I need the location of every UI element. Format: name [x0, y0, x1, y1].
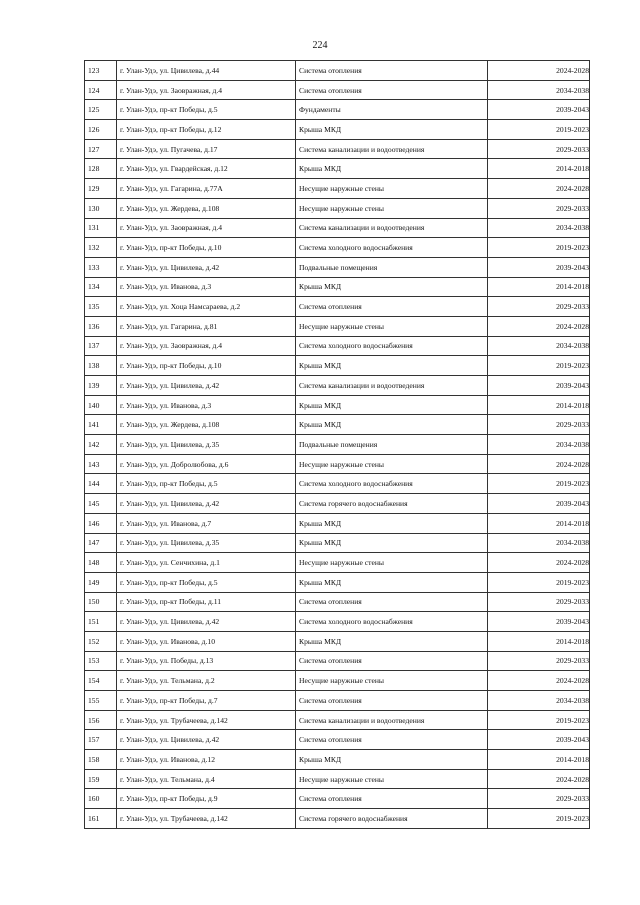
row-number: 153: [85, 651, 117, 671]
address-cell: г. Улан-Удэ, пр-кт Победы, д.7: [117, 691, 296, 711]
repair-period-cell: 2039-2043: [488, 257, 590, 277]
building-system-cell: Система отопления: [296, 651, 488, 671]
repair-period-cell: 2014-2018: [488, 750, 590, 770]
building-system-cell: Крыша МКД: [296, 631, 488, 651]
row-number: 151: [85, 612, 117, 632]
row-number: 138: [85, 356, 117, 376]
building-system-cell: Несущие наружные стены: [296, 316, 488, 336]
repair-period-cell: 2029-2033: [488, 651, 590, 671]
building-system-cell: Система канализации и водоотведения: [296, 218, 488, 238]
address-cell: г. Улан-Удэ, ул. Цивилева, д.42: [117, 494, 296, 514]
address-cell: г. Улан-Удэ, ул. Цивилева, д.35: [117, 435, 296, 455]
repair-period-cell: 2034-2038: [488, 533, 590, 553]
row-number: 143: [85, 454, 117, 474]
page-number: 224: [312, 40, 328, 51]
address-cell: г. Улан-Удэ, ул. Цивилева, д.42: [117, 730, 296, 750]
repair-period-cell: 2034-2038: [488, 336, 590, 356]
address-cell: г. Улан-Удэ, ул. Хоца Намсараева, д.2: [117, 297, 296, 317]
table-row: [85, 612, 590, 632]
row-number: 123: [85, 61, 117, 81]
repair-period-cell: 2024-2028: [488, 61, 590, 81]
building-system-cell: Несущие наружные стены: [296, 198, 488, 218]
table-row: [85, 376, 590, 396]
row-number: 155: [85, 691, 117, 711]
address-cell: г. Улан-Удэ, ул. Цивилева, д.35: [117, 533, 296, 553]
row-number: 141: [85, 415, 117, 435]
table-row: [85, 395, 590, 415]
table-row: [85, 179, 590, 199]
building-system-cell: Система отопления: [296, 61, 488, 81]
repair-period-cell: 2014-2018: [488, 513, 590, 533]
address-cell: г. Улан-Удэ, ул. Победы, д.13: [117, 651, 296, 671]
row-number: 132: [85, 238, 117, 258]
building-system-cell: Крыша МКД: [296, 356, 488, 376]
repair-period-cell: 2019-2023: [488, 474, 590, 494]
table-row: [85, 474, 590, 494]
address-cell: г. Улан-Удэ, пр-кт Победы, д.10: [117, 356, 296, 376]
register-table-body: [85, 61, 590, 829]
repair-period-cell: 2024-2028: [488, 769, 590, 789]
building-system-cell: Система горячего водоснабжения: [296, 494, 488, 514]
repair-period-cell: 2019-2023: [488, 710, 590, 730]
address-cell: г. Улан-Удэ, пр-кт Победы, д.9: [117, 789, 296, 809]
building-system-cell: Система холодного водоснабжения: [296, 474, 488, 494]
table-row: [85, 277, 590, 297]
building-system-cell: Крыша МКД: [296, 277, 488, 297]
table-row: [85, 750, 590, 770]
address-cell: г. Улан-Удэ, ул. Гагарина, д.81: [117, 316, 296, 336]
building-system-cell: Крыша МКД: [296, 120, 488, 140]
repair-period-cell: 2014-2018: [488, 159, 590, 179]
table-row: [85, 61, 590, 81]
address-cell: г. Улан-Удэ, ул. Цивилева, д.42: [117, 257, 296, 277]
table-row: [85, 809, 590, 829]
address-cell: г. Улан-Удэ, ул. Заовражная, д.4: [117, 80, 296, 100]
row-number: 140: [85, 395, 117, 415]
repair-period-cell: 2039-2043: [488, 376, 590, 396]
repair-period-cell: 2039-2043: [488, 100, 590, 120]
repair-period-cell: 2014-2018: [488, 277, 590, 297]
table-row: [85, 553, 590, 573]
table-row: [85, 316, 590, 336]
address-cell: г. Улан-Удэ, ул. Трубачеева, д.142: [117, 710, 296, 730]
address-cell: г. Улан-Удэ, ул. Жердева, д.108: [117, 198, 296, 218]
building-system-cell: Система канализации и водоотведения: [296, 710, 488, 730]
row-number: 147: [85, 533, 117, 553]
row-number: 139: [85, 376, 117, 396]
address-cell: г. Улан-Удэ, ул. Иванова, д.3: [117, 395, 296, 415]
building-system-cell: Система отопления: [296, 80, 488, 100]
address-cell: г. Улан-Удэ, ул. Жердева, д.108: [117, 415, 296, 435]
table-row: [85, 336, 590, 356]
table-row: [85, 671, 590, 691]
address-cell: г. Улан-Удэ, ул. Иванова, д.12: [117, 750, 296, 770]
address-cell: г. Улан-Удэ, пр-кт Победы, д.12: [117, 120, 296, 140]
row-number: 154: [85, 671, 117, 691]
row-number: 157: [85, 730, 117, 750]
row-number: 158: [85, 750, 117, 770]
row-number: 129: [85, 179, 117, 199]
address-cell: г. Улан-Удэ, ул. Заовражная, д.4: [117, 218, 296, 238]
address-cell: г. Улан-Удэ, пр-кт Победы, д.5: [117, 474, 296, 494]
table-row: [85, 120, 590, 140]
address-cell: г. Улан-Удэ, пр-кт Победы, д.5: [117, 572, 296, 592]
repair-period-cell: 2014-2018: [488, 631, 590, 651]
building-system-cell: Система канализации и водоотведения: [296, 139, 488, 159]
row-number: 126: [85, 120, 117, 140]
row-number: 152: [85, 631, 117, 651]
building-system-cell: Подвальные помещения: [296, 257, 488, 277]
row-number: 161: [85, 809, 117, 829]
building-system-cell: Система отопления: [296, 691, 488, 711]
table-row: [85, 691, 590, 711]
row-number: 133: [85, 257, 117, 277]
row-number: 146: [85, 513, 117, 533]
row-number: 124: [85, 80, 117, 100]
row-number: 142: [85, 435, 117, 455]
building-system-cell: Система отопления: [296, 297, 488, 317]
address-cell: г. Улан-Удэ, ул. Цивилева, д.42: [117, 612, 296, 632]
address-cell: г. Улан-Удэ, ул. Гвардейская, д.12: [117, 159, 296, 179]
table-row: [85, 80, 590, 100]
building-system-cell: Несущие наружные стены: [296, 553, 488, 573]
building-system-cell: Система канализации и водоотведения: [296, 376, 488, 396]
repair-period-cell: 2019-2023: [488, 572, 590, 592]
table-row: [85, 257, 590, 277]
building-system-cell: Несущие наружные стены: [296, 671, 488, 691]
table-row: [85, 494, 590, 514]
table-row: [85, 651, 590, 671]
building-system-cell: Крыша МКД: [296, 159, 488, 179]
address-cell: г. Улан-Удэ, ул. Иванова, д.3: [117, 277, 296, 297]
row-number: 145: [85, 494, 117, 514]
building-system-cell: Несущие наружные стены: [296, 179, 488, 199]
table-row: [85, 533, 590, 553]
address-cell: г. Улан-Удэ, ул. Трубачеева, д.142: [117, 809, 296, 829]
table-row: [85, 218, 590, 238]
row-number: 131: [85, 218, 117, 238]
repair-period-cell: 2034-2038: [488, 80, 590, 100]
building-system-cell: Несущие наружные стены: [296, 454, 488, 474]
repair-period-cell: 2029-2033: [488, 415, 590, 435]
repair-period-cell: 2029-2033: [488, 789, 590, 809]
row-number: 136: [85, 316, 117, 336]
table-row: [85, 356, 590, 376]
building-system-cell: Система отопления: [296, 592, 488, 612]
repair-period-cell: 2024-2028: [488, 179, 590, 199]
repair-period-cell: 2039-2043: [488, 494, 590, 514]
row-number: 149: [85, 572, 117, 592]
address-cell: г. Улан-Удэ, ул. Иванова, д.10: [117, 631, 296, 651]
address-cell: г. Улан-Удэ, пр-кт Победы, д.11: [117, 592, 296, 612]
building-system-cell: Несущие наружные стены: [296, 769, 488, 789]
repair-period-cell: 2024-2028: [488, 553, 590, 573]
table-row: [85, 789, 590, 809]
repair-period-cell: 2019-2023: [488, 238, 590, 258]
repair-period-cell: 2029-2033: [488, 198, 590, 218]
repair-period-cell: 2039-2043: [488, 612, 590, 632]
row-number: 127: [85, 139, 117, 159]
building-system-cell: Крыша МКД: [296, 533, 488, 553]
row-number: 128: [85, 159, 117, 179]
table-row: [85, 159, 590, 179]
row-number: 160: [85, 789, 117, 809]
table-row: [85, 631, 590, 651]
address-cell: г. Улан-Удэ, ул. Иванова, д.7: [117, 513, 296, 533]
row-number: 150: [85, 592, 117, 612]
table-row: [85, 297, 590, 317]
repair-period-cell: 2024-2028: [488, 316, 590, 336]
repair-period-cell: 2029-2033: [488, 297, 590, 317]
building-system-cell: Система холодного водоснабжения: [296, 238, 488, 258]
address-cell: г. Улан-Удэ, ул. Цивилева, д.44: [117, 61, 296, 81]
row-number: 135: [85, 297, 117, 317]
register-table: [84, 60, 590, 829]
address-cell: г. Улан-Удэ, ул. Добролюбова, д.6: [117, 454, 296, 474]
address-cell: г. Улан-Удэ, ул. Сенчихина, д.1: [117, 553, 296, 573]
row-number: 156: [85, 710, 117, 730]
repair-period-cell: 2039-2043: [488, 730, 590, 750]
address-cell: г. Улан-Удэ, ул. Гагарина, д.77А: [117, 179, 296, 199]
table-row: [85, 592, 590, 612]
building-system-cell: Система горячего водоснабжения: [296, 809, 488, 829]
table-row: [85, 710, 590, 730]
table-row: [85, 139, 590, 159]
address-cell: г. Улан-Удэ, пр-кт Победы, д.10: [117, 238, 296, 258]
row-number: 144: [85, 474, 117, 494]
repair-period-cell: 2019-2023: [488, 120, 590, 140]
table-row: [85, 435, 590, 455]
row-number: 148: [85, 553, 117, 573]
row-number: 130: [85, 198, 117, 218]
building-system-cell: Система отопления: [296, 730, 488, 750]
repair-period-cell: 2029-2033: [488, 592, 590, 612]
repair-period-cell: 2034-2038: [488, 218, 590, 238]
building-system-cell: Фундаменты: [296, 100, 488, 120]
table-row: [85, 572, 590, 592]
row-number: 125: [85, 100, 117, 120]
table-row: [85, 100, 590, 120]
table-row: [85, 454, 590, 474]
repair-period-cell: 2034-2038: [488, 435, 590, 455]
building-system-cell: Система холодного водоснабжения: [296, 336, 488, 356]
table-row: [85, 198, 590, 218]
building-system-cell: Крыша МКД: [296, 513, 488, 533]
address-cell: г. Улан-Удэ, ул. Пугачева, д.17: [117, 139, 296, 159]
building-system-cell: Подвальные помещения: [296, 435, 488, 455]
address-cell: г. Улан-Удэ, пр-кт Победы, д.5: [117, 100, 296, 120]
table-row: [85, 769, 590, 789]
address-cell: г. Улан-Удэ, ул. Тельмана, д.4: [117, 769, 296, 789]
building-system-cell: Система холодного водоснабжения: [296, 612, 488, 632]
repair-period-cell: 2034-2038: [488, 691, 590, 711]
table-row: [85, 730, 590, 750]
row-number: 134: [85, 277, 117, 297]
building-system-cell: Крыша МКД: [296, 395, 488, 415]
repair-period-cell: 2014-2018: [488, 395, 590, 415]
row-number: 137: [85, 336, 117, 356]
repair-period-cell: 2024-2028: [488, 671, 590, 691]
address-cell: г. Улан-Удэ, ул. Тельмана, д.2: [117, 671, 296, 691]
building-system-cell: Крыша МКД: [296, 750, 488, 770]
repair-period-cell: 2024-2028: [488, 454, 590, 474]
table-row: [85, 238, 590, 258]
table-row: [85, 513, 590, 533]
building-system-cell: Крыша МКД: [296, 572, 488, 592]
building-system-cell: Крыша МКД: [296, 415, 488, 435]
address-cell: г. Улан-Удэ, ул. Заовражная, д.4: [117, 336, 296, 356]
table-row: [85, 415, 590, 435]
address-cell: г. Улан-Удэ, ул. Цивилева, д.42: [117, 376, 296, 396]
repair-period-cell: 2019-2023: [488, 356, 590, 376]
building-system-cell: Система отопления: [296, 789, 488, 809]
repair-period-cell: 2029-2033: [488, 139, 590, 159]
row-number: 159: [85, 769, 117, 789]
repair-period-cell: 2019-2023: [488, 809, 590, 829]
